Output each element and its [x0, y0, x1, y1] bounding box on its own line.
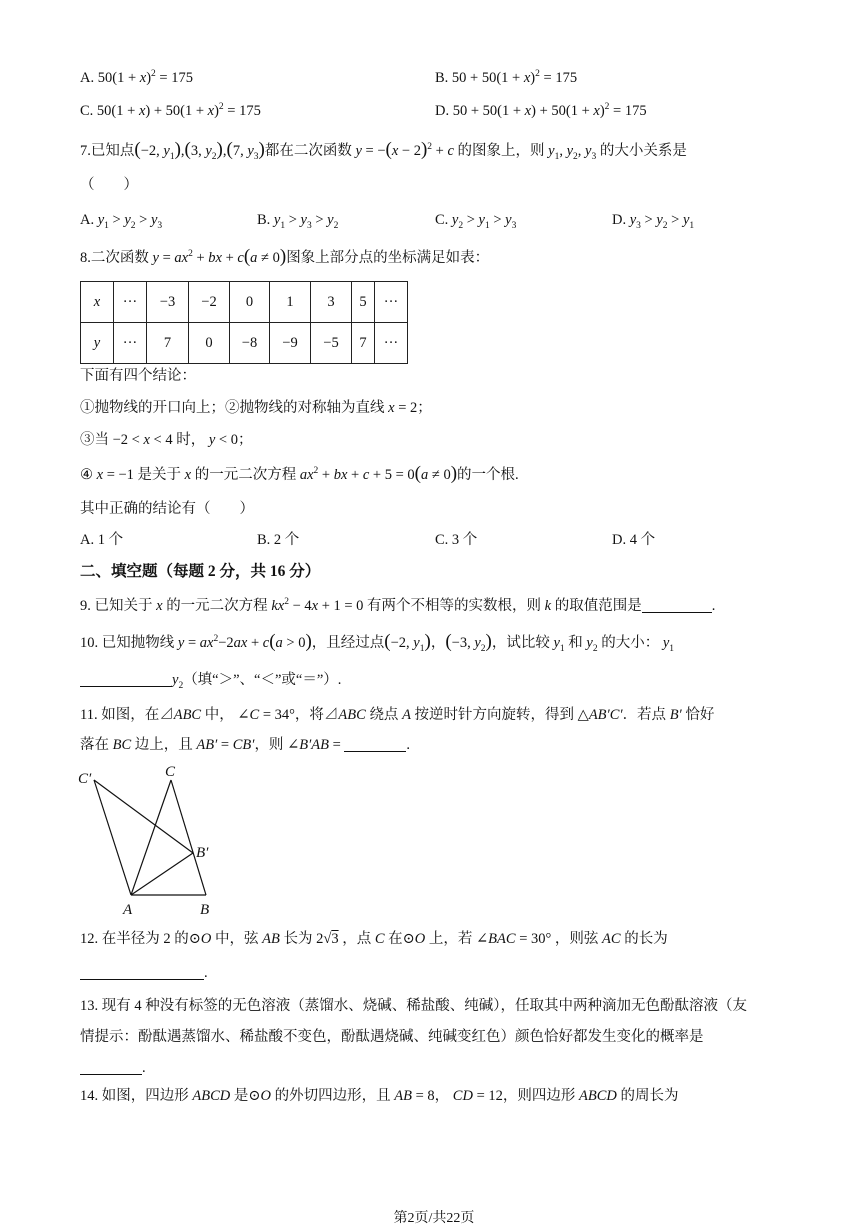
answer-blank[interactable] [80, 965, 204, 980]
q6-option-b: B. $50 + 50(1 + x)^2 = 175$ [435, 69, 578, 86]
segment-ac [131, 780, 171, 895]
table-cell: 3 [311, 282, 352, 323]
table-cell: 7 [352, 323, 375, 364]
answer-blank[interactable] [344, 737, 406, 752]
q7-paren: （ ） [80, 177, 138, 193]
table-cell: 5 [352, 282, 375, 323]
table-cell: −3 [147, 282, 189, 323]
table-cell: 0 [230, 282, 270, 323]
table-cell: 1 [270, 282, 311, 323]
q8-option-c: C. 3 个 [435, 532, 478, 548]
table-cell: y [81, 323, 114, 364]
q7-option-c: C. $y_2 > y_1 > y_3$ [435, 212, 517, 231]
label-c: C [165, 764, 176, 780]
table-cell: ··· [114, 323, 147, 364]
segment-ab-prime [131, 853, 193, 895]
q13-line2: 情提示：酚酞遇蒸馏水、稀盐酸不变色，酚酞遇烧碱、纯碱变红色）颜色恰好都发生变化的概率是 [80, 1029, 704, 1045]
table-cell: x [81, 282, 114, 323]
table-cell: −9 [270, 323, 311, 364]
q6-option-d: D. $50 + 50(1 + x) + 50(1 + x)^2 = 175$ [435, 102, 647, 119]
answer-blank[interactable] [80, 672, 172, 687]
table-cell: −2 [189, 282, 230, 323]
label-c-prime: C′ [78, 771, 92, 787]
table-cell: 7 [147, 323, 189, 364]
table-cell: ··· [375, 323, 408, 364]
label-a: A [123, 902, 133, 918]
table-cell: 0 [189, 323, 230, 364]
q8-conclusion-1-2: ①抛物线的开口向上；②抛物线的对称轴为直线 x = 2； [80, 400, 432, 416]
q9-stem: 9. 已知关于 x 的一元二次方程 $kx^2 - 4x + 1 = 0$ 有两个不相等的实数根，则 k 的取值范围是 . [80, 597, 716, 614]
rotation-triangle-figure [70, 762, 230, 922]
page-number: 第2页/共22页 [393, 1211, 475, 1226]
q8-option-a: A. 1 个 [80, 532, 124, 548]
q8-option-d: D. 4 个 [612, 532, 656, 548]
segment-cb [171, 780, 206, 895]
q11-line2: 落在 BC 边上，且 AB′ = CB′，则 ∠B′AB = . [80, 737, 411, 753]
q10-line2: $y_2$（填“＞”、“＜”或“＝”）. [80, 670, 341, 690]
q11-stem: 11. 如图，在⊿ABC 中， ∠C = 34°，将⊿ABC 绕点 A 按逆时针方向旋转，得到 △AB′C′．若点 B′ 恰好 [80, 707, 715, 723]
q12-line2: . [80, 963, 208, 983]
q13-line1: 13. 现有 4 种没有标签的无色溶液（蒸馏水、烧碱、稀盐酸、纯碱），任取其中两种滴加无色酚酞溶液（友 [80, 998, 747, 1014]
table-cell: ··· [114, 282, 147, 323]
q12-stem: 12. 在半径为 2 的⊙O 中，弦 AB 长为 2√3 ，点 C 在⊙O 上，若 ∠BAC = 30° ，则弦 AC 的长为 [80, 931, 668, 947]
q14-stem: 14. 如图，四边形 ABCD 是⊙O 的外切四边形，且 AB = 8， CD = 12，则四边形 ABCD 的周长为 [80, 1088, 679, 1104]
q6-option-c: C. $50(1 + x) + 50(1 + x)^2 = 175$ [80, 102, 261, 119]
table-row-y [81, 323, 408, 364]
q13-line3: . [80, 1058, 146, 1078]
answer-blank[interactable] [642, 598, 712, 613]
q6-option-a: A. $50(1 + x)^2 = 175$ [80, 69, 193, 86]
table-cell: −8 [230, 323, 270, 364]
q8-conclusion-4: ④ x = −1 是关于 x 的一元二次方程 $ax^2$ + bx + c + 5 = 0(a ≠ 0)的一个根. [80, 463, 519, 484]
q8-stem: 8.二次函数 $y = ax^2$ + bx + c(a ≠ 0)图象上部分点的坐标满足如表： [80, 246, 490, 267]
table-row-x [81, 282, 408, 323]
q8-value-table [80, 281, 408, 364]
segment-ac-prime [94, 780, 131, 895]
q10-stem: 10. 已知抛物线 $y = ax^2-2ax + c(a > 0)$，且经过点(−2, $y_1$)，(−3, $y_2$)，试比较 $y_1$ 和 $y_2$ 的大小： $y_1$ [80, 631, 675, 654]
section-heading: 二、填空题（每题 2 分，共 16 分） [80, 563, 321, 580]
q7-option-b: B. $y_1 > y_3 > y_2$ [257, 212, 339, 231]
table-cell: ··· [375, 282, 408, 323]
q7-option-d: D. $y_3 > y_2 > y_1$ [612, 212, 695, 231]
q7-stem: 7.已知点(−2, $y_1),(3$, $y_2),(7$, $y_3$)都在二次函数 $y = -(x - 2)^2 + c$ 的图象上，则 $y_1$, $y_2$, $y_3$ 的大小关系是 [80, 139, 687, 162]
segment-c-prime-b-prime [94, 780, 193, 853]
q8-intro: 下面有四个结论： [80, 368, 196, 384]
table-cell: −5 [311, 323, 352, 364]
q8-conclusion-3: ③当 −2 < x < 4 时， y < 0； [80, 432, 253, 448]
label-b-prime: B′ [196, 845, 209, 861]
answer-blank[interactable] [80, 1060, 142, 1075]
q8-ask: 其中正确的结论有（ ） [80, 501, 254, 517]
q7-option-a: A. $y_1 > y_2 > y_3$ [80, 212, 163, 231]
label-b: B [200, 902, 210, 918]
q8-option-b: B. 2 个 [257, 532, 300, 548]
